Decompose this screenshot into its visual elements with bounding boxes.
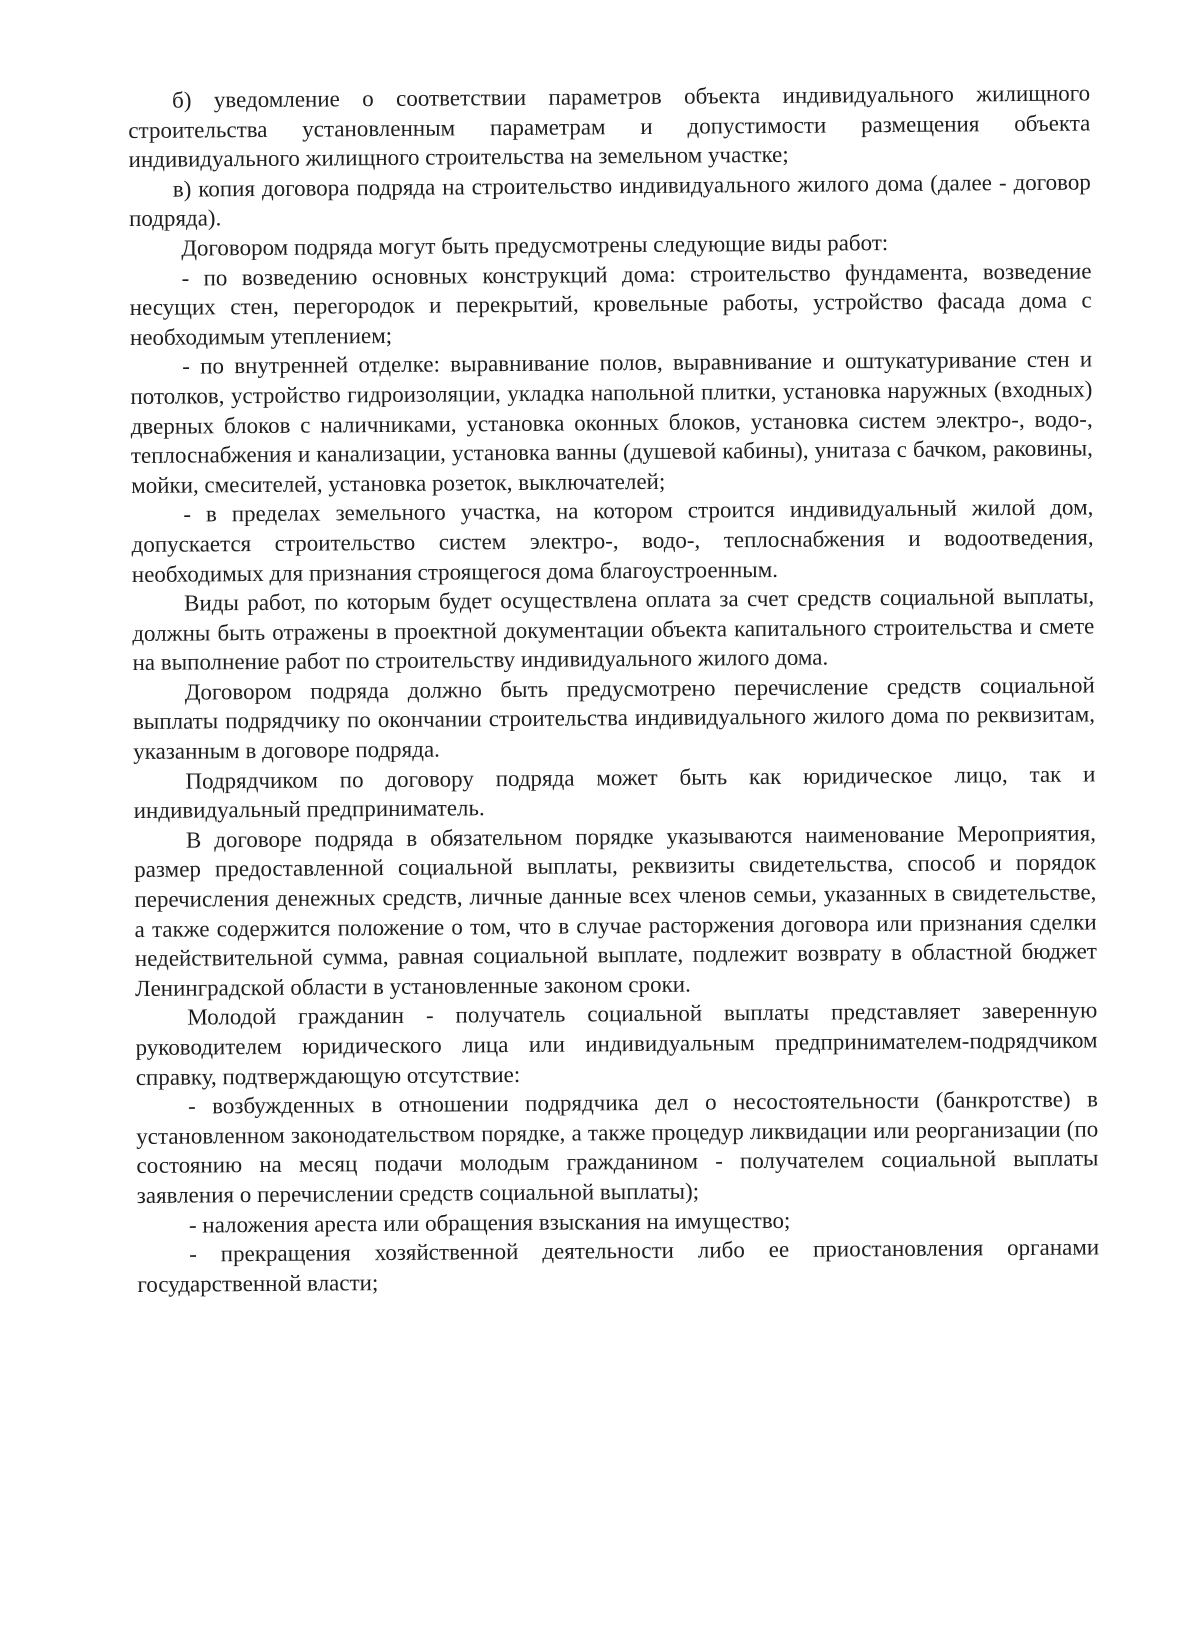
paragraph-notification: б) уведомление о соответствии параметров объекта индивидуального жилищного строительства установленным параметрам и допустимости размещения объекта индивидуального жилищного строительства на земельном участке; [128, 80, 1091, 173]
paragraph-payment-work-types: Виды работ, по которым будет осуществлена оплата за счет средств социальной выплаты, должны быть отражены в проектной документации объекта капитального строительства и смете на выполнение работ по строительству индивидуального жилого дома. [132, 583, 1095, 676]
paragraph-arrest: - наложения ареста или обращения взыскания на имущество; [188, 1207, 791, 1238]
paragraph-contract-copy: в) копия договора подряда на строительство индивидуального жилого дома (далее - договор подряда). [128, 169, 1091, 232]
paragraph-suspension: - прекращения хозяйственной деятельности либо ее приостановления органами государственной власти; [137, 1234, 1100, 1297]
paragraph-transfer-to-contractor: Договором подряда должно быть предусмотрено перечисление средств социальной выплаты подрядчику по окончании строительства индивидуального жилого дома по реквизитам, указанным в договоре подряда. [132, 672, 1096, 765]
paragraph-interior-finishing: - по внутренней отделке: выравнивание полов, выравнивание и оштукатуривание стен и потолков, устройство гидроизоляции, укладка напольной плитки, установка наружных (входных) дверных блоков с наличниками, установка оконных блоков, установка систем электро-, водо-, теплоснабжения и канализации, установка ванны (душевой кабины), унитаза с бачком, раковины, мойки, смесителей, установка розеток, выключателей; [130, 346, 1093, 498]
paragraph-work-types-intro: Договором подряда могут быть предусмотрены следующие виды работ: [181, 230, 889, 261]
paragraph-land-plot-systems: - в пределах земельного участка, на котором строится индивидуальный жилой дом, допускается строительство систем электро-, водо-, теплоснабжения и водоотведения, необходимых для признания строящегося дома благоустроенным. [131, 494, 1094, 587]
paragraph-certificate-requirement: Молодой гражданин - получатель социальной выплаты представляет заверенную руководителем юридического лица или индивидуальным предпринимателем-подрядчиком справку, подтверждающую отсутствие: [135, 997, 1098, 1090]
paragraph-contractor-eligibility: Подрядчиком по договору подряда может быть как юридическое лицо, так и индивидуальный предприниматель. [133, 761, 1096, 824]
paragraph-main-structures: - по возведению основных конструкций дома: строительство фундамента, возведение несущих стен, перегородок и перекрытий, кровельные работы, устройство фасада дома с необходимым утеплением; [129, 258, 1092, 350]
paragraph-bankruptcy: - возбужденных в отношении подрядчика дел о несостоятельности (банкротстве) в установленном законодательством порядке, а также процедур ликвидации или реорганизации (по состоянию на месяц подачи молодым гражданином - получателем социальной выплаты заявления о перечислении средств социальной выплаты); [136, 1086, 1099, 1208]
document-body [128, 78, 1099, 1299]
paragraph-mandatory-terms: В договоре подряда в обязательном порядке указываются наименование Мероприятия, размер предоставленной социальной выплаты, реквизиты свидетельства, способ и порядок перечисления денежных средств, личные данные всех членов семьи, указанных в свидетельстве, а также содержится положение о том, что в случае расторжения договора или признания сделки недействительной сумма, равная социальной выплате, подлежит возврату в областной бюджет Ленинградской области в установленные законом сроки. [134, 820, 1097, 1001]
